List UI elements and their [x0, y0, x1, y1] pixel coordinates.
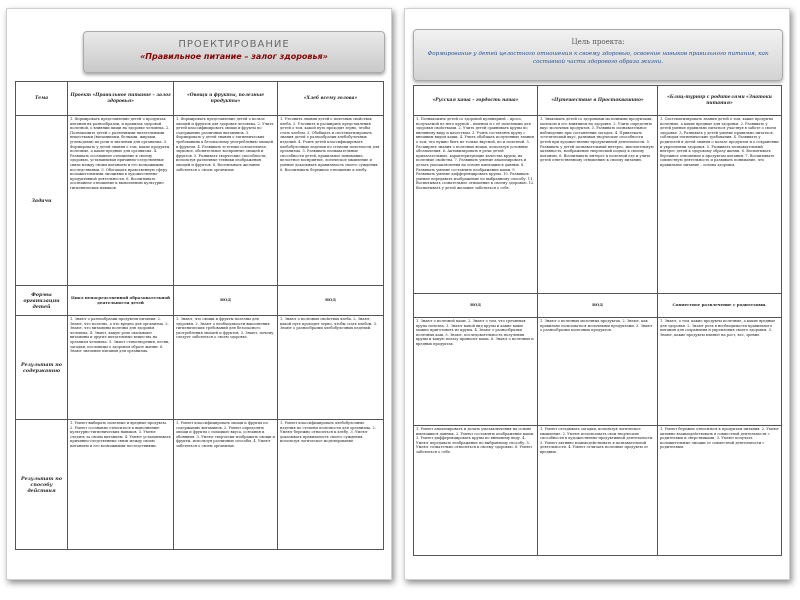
- banner-subtitle: «Правильное питание – залог здоровья»: [140, 52, 328, 61]
- table-cell: 1. Уточнить знания детей о полезных свойствах хлеба. 2. Уточнить и расширить представления детей о том, какой путь проходит зерно, чтобы стать хлебом. 3. Обобщать и систематизировать знания детей о разнообразии хлебобулочных изделий. 4. Учить детей классифицировать хлебобулочные изделия по степени полезности для организма. 5. Развивать познавательные способности детей, правильное понимание, целостное восприятие, логическое мышление и умение доказывать правильность своего суждения. 6. Воспитывать бережное отношение к хлебу.: [278, 116, 384, 286]
- header-project: Проект «Правильное питание – залог здоровья»: [68, 82, 174, 116]
- table-cell: 1. Знакомить детей со здоровыми молочными продуктами, молоком и его влиянием на здоровье. 2. Учить определять вкус молочных продуктов. 3. Развивать познавательное наблюдение при составлении загадок. 4. Привлекать эстетический вкус, развивая творческие способности детей при художественно-продуктивной деятельности. 5. Развивать у детей познавательный интерес, мыслительную активность, воображение творческий подход к своему питанию. 6. Воспитывать интерес к полезной еде и учить детей ответственному отношению к своему питанию.: [538, 116, 658, 294]
- table-cell: 1. Знают о разнообразии продуктов питания. 2. Знают, что полезно, а что вредно для организма. 3. Знают, что витамины полезны для здоровья человека. 4. Знают, какую роль оказывают витамины и другие питательные вещества на организм человека. 5. Знают стихотворения, песни, загадки, пословицы о здоровом образе жизни. 6. Знают значение питания для организма.: [68, 316, 174, 420]
- table-row: [16, 316, 384, 420]
- projecting-banner: [83, 31, 385, 73]
- table-cell: 1. Умеют классифицировать овощи и фрукты по содержанию витаминов. 2. Умеют определять овощи и фрукты с помощью вкуса, осязания и обоняния. 3. Умеют творчески изображать овощи и фрукты, используя различные способы. 4. Умеют заботиться о своем организме.: [174, 420, 278, 550]
- table-row: [16, 420, 384, 550]
- row-label-tasks: Задачи: [16, 116, 68, 286]
- table-cell: 1. Знают о полезных молочных продуктах. 2. Знают, как правильно пользоваться молочными продуктами. 3. Знают о разнообразии молочных продуктов.: [538, 318, 658, 426]
- header-theme: Тема: [16, 82, 68, 116]
- table-cell: 1. Познакомить детей со здоровой кулинарией – просо, получаемой из него крупой – пшеном и с её полезными для здоровья свойствами. 2. Учить детей сравнивать крупы по внешнему виду и качествам. 3. Учить составлять крупу с внешним видом каши. 4. Учить обобщать полученные знания о том, что нужно быть не только вкусной, но и полезной. 5. Расширять знания о полезных вещах, используя условные обозначения. 6. Активизировать в речи детей прилагательные, характеризующие качества крупы, их полезные свойства. 7. Развивать умение анализировать и делать умозаключения на основе имеющихся данных. 8. Развивать умение составлять изображение каши. 9. Развивать умение дифференцировать крупы. 10. Развивать умение передавать изображение по выбранному способу. 11. Воспитывать сознательное отношение к своему здоровью. 12. Воспитывать у детей желание заботиться о себе.: [414, 116, 538, 294]
- row-label-result: Результат по содержанию: [16, 316, 68, 420]
- table-row: [16, 286, 384, 316]
- table-row: [414, 318, 782, 426]
- table-cell: 1. Умеют выбирать полезные и вредные продукты. 2. Умеют осознанно относиться к выполнению культурно-гигиенических навыков. 3. Умеют следить за своим питанием. 4. Умеют устанавливать причинно-следственные связи между своим питанием и его возможными последствиями.: [68, 420, 174, 550]
- header-blitz: «Блиц-турнир с родителями «Знатоки питания»: [658, 86, 782, 116]
- row-label-methods: Результат по способу действия: [16, 420, 68, 550]
- row-label-forms: Формы организации детей: [16, 286, 68, 316]
- table-cell: 1. Формировать представление детей о пользе овощей и фруктов для здоровья человека. 2. Учить детей классифицировать овощи и фрукты по содержанию различных витаминов. 3. Формировать у детей знания о гигиенических требованиях к безопасному употреблению овощей и фруктов. 4. Развивать эстетико-осязательное, звуковое, обонятельное восприятие овощей и фруктов. 5. Развивать творческие способности, используя различные техники изображения овощей и фруктов. 6. Воспитывать желание заботиться о своем организме.: [174, 116, 278, 286]
- table-cell: НОД: [538, 294, 658, 318]
- goal-banner: [413, 29, 783, 81]
- right-page: [404, 8, 790, 580]
- table-cell: 1. Систематизировать знания детей о том, какие продукты полезные, а какие вредные для здоровья. 2. Развивать у детей умение правильно питаться участвуя в заботе о своем здоровье. 3. Развивать у детей умение правильно питаться, соблюдая гигиенические требования. 4. Развивать у родителей и детей знания о пользе продуктов и о сохранении и укреплении здоровья. 5. Развивать познавательный интерес детей к здоровому образу жизни. 6. Воспитывать бережное отношение к продуктам питания. 7. Воспитывать совместную деятельность и развивать понимание, что правильное питание – основа здоровья.: [658, 116, 782, 294]
- table-cell: 1. Знают о полезных свойствах хлеба. 2. Знают, какой путь проходит зерно, чтобы стать хлебом. 3. Знают о разнообразии хлебобулочных изделий.: [278, 316, 384, 420]
- table-cell: 1. Знают о полезной каше. 2. Знают о том, что гречневая крупа полезна. 3. Знают какой вид крупы и какие каши можно приготовить из крупы. 4. Знают о разнообразии полезных каш. 5. Знают, последовательность получения крупы и какую пользу приносит каша. 6. Знают о полезных и вредных продуктах.: [414, 318, 538, 426]
- table-row: [414, 294, 782, 318]
- table-cell: 1. Знают, что овощи и фрукты полезны для здоровья. 2. Знают о необходимости выполнения гигиенических требований для безопасного употребления овощей и фруктов. 3. Знают, почему следует заботиться о своем здоровье.: [174, 316, 278, 420]
- right-planning-table: [413, 85, 782, 556]
- table-row: [414, 426, 782, 556]
- table-cell: НОД: [414, 294, 538, 318]
- goal-text: Формирование у детей целостного отношения к своему здоровью, освоение навыков правильного питания, как составной части здорового образа жизни.: [427, 51, 769, 65]
- table-header-row: [16, 82, 384, 116]
- header-vegetables: «Овощи и фрукты, полезные продукты»: [174, 82, 278, 116]
- table-cell: Цикл непосредственной образовательной деятельности детей: [68, 286, 174, 316]
- banner-title: ПРОЕКТИРОВАНИЕ: [178, 39, 290, 50]
- left-planning-table: [15, 81, 384, 550]
- table-cell: НОД: [174, 286, 278, 316]
- table-cell: 1. Умеют отгадывать загадки, используя логическое мышление. 2. Умеют использовать свои творческие способности в художественно-продуктивной деятельности. 3. Умеют активно взаимодействовать в познавательной деятельности. 4. Умеют отличать полезные продукты от вредных.: [538, 426, 658, 556]
- table-row: [16, 116, 384, 286]
- header-prostokvashino: «Путешествие в Простоквашино»: [538, 86, 658, 116]
- table-cell: 1. Умеют бережно относиться к продуктам питания. 2. Умеют активно взаимодействовать в совместной деятельности с родителями и сверстниками. 3. Умеют получать положительные эмоции от совместной деятельности с родителями.: [658, 426, 782, 556]
- table-header-row: [414, 86, 782, 116]
- table-cell: Совместное развлечение с родителями.: [658, 294, 782, 318]
- header-bread: «Хлеб всему голова»: [278, 82, 384, 116]
- table-cell: НОД: [278, 286, 384, 316]
- table-cell: 1. Умеют классифицировать хлебобулочные изделия по степени полезности для организма. 2. Умеют бережно относиться к хлебу. 3. Умеют доказывать правильность своего суждения, используя логическое моделирование.: [278, 420, 384, 550]
- header-porridge: «Русская каша – гордость наша»: [414, 86, 538, 116]
- table-cell: 1. Знают, о том, какие продукты полезные, а какие вредные для здоровья. 2. Знают роль в необходимости правильного питания для сохранения и укрепления своего здоровья. 3. Знают, какие продукты влияют на рост, вес, зрение.: [658, 318, 782, 426]
- table-row: [414, 116, 782, 294]
- table-cell: 1. Умеют анализировать и делать умозаключения на основе имеющихся данных. 2. Умеют составлять изображение каши. 3. Умеют дифференцировать крупы по внешнему виду. 4. Умеют передавать изображение по выбранному способу. 5. Умеют сознательно относиться к своему здоровью. 6. Умеют заботиться о себе.: [414, 426, 538, 556]
- goal-title: Цель проекта:: [571, 38, 625, 46]
- left-page: [6, 8, 392, 580]
- table-cell: 1. Формировать представление детей о продуктах питания их разнообразии, и правилах здоровой полезной, о влиянии пищи на здоровье человека. 2. Познакомить детей с различными питательными веществами (витаминами, белками, жирами, углеводами) их роли и значении для организма. 3. Формировать у детей знания о том, какие продукты полезные, а какие вредные для организма. 4. Развивать осознанное отношение к своему здоровью, устанавливая причинно-следственные связи между своим питанием и его возможными последствиями. 5. Обогащать нравственную сферу положительными эмоциями в художественно-продуктивной деятельности. 6. Воспитывать осознанное отношение к выполнению культурно-гигиенических навыков.: [68, 116, 174, 286]
